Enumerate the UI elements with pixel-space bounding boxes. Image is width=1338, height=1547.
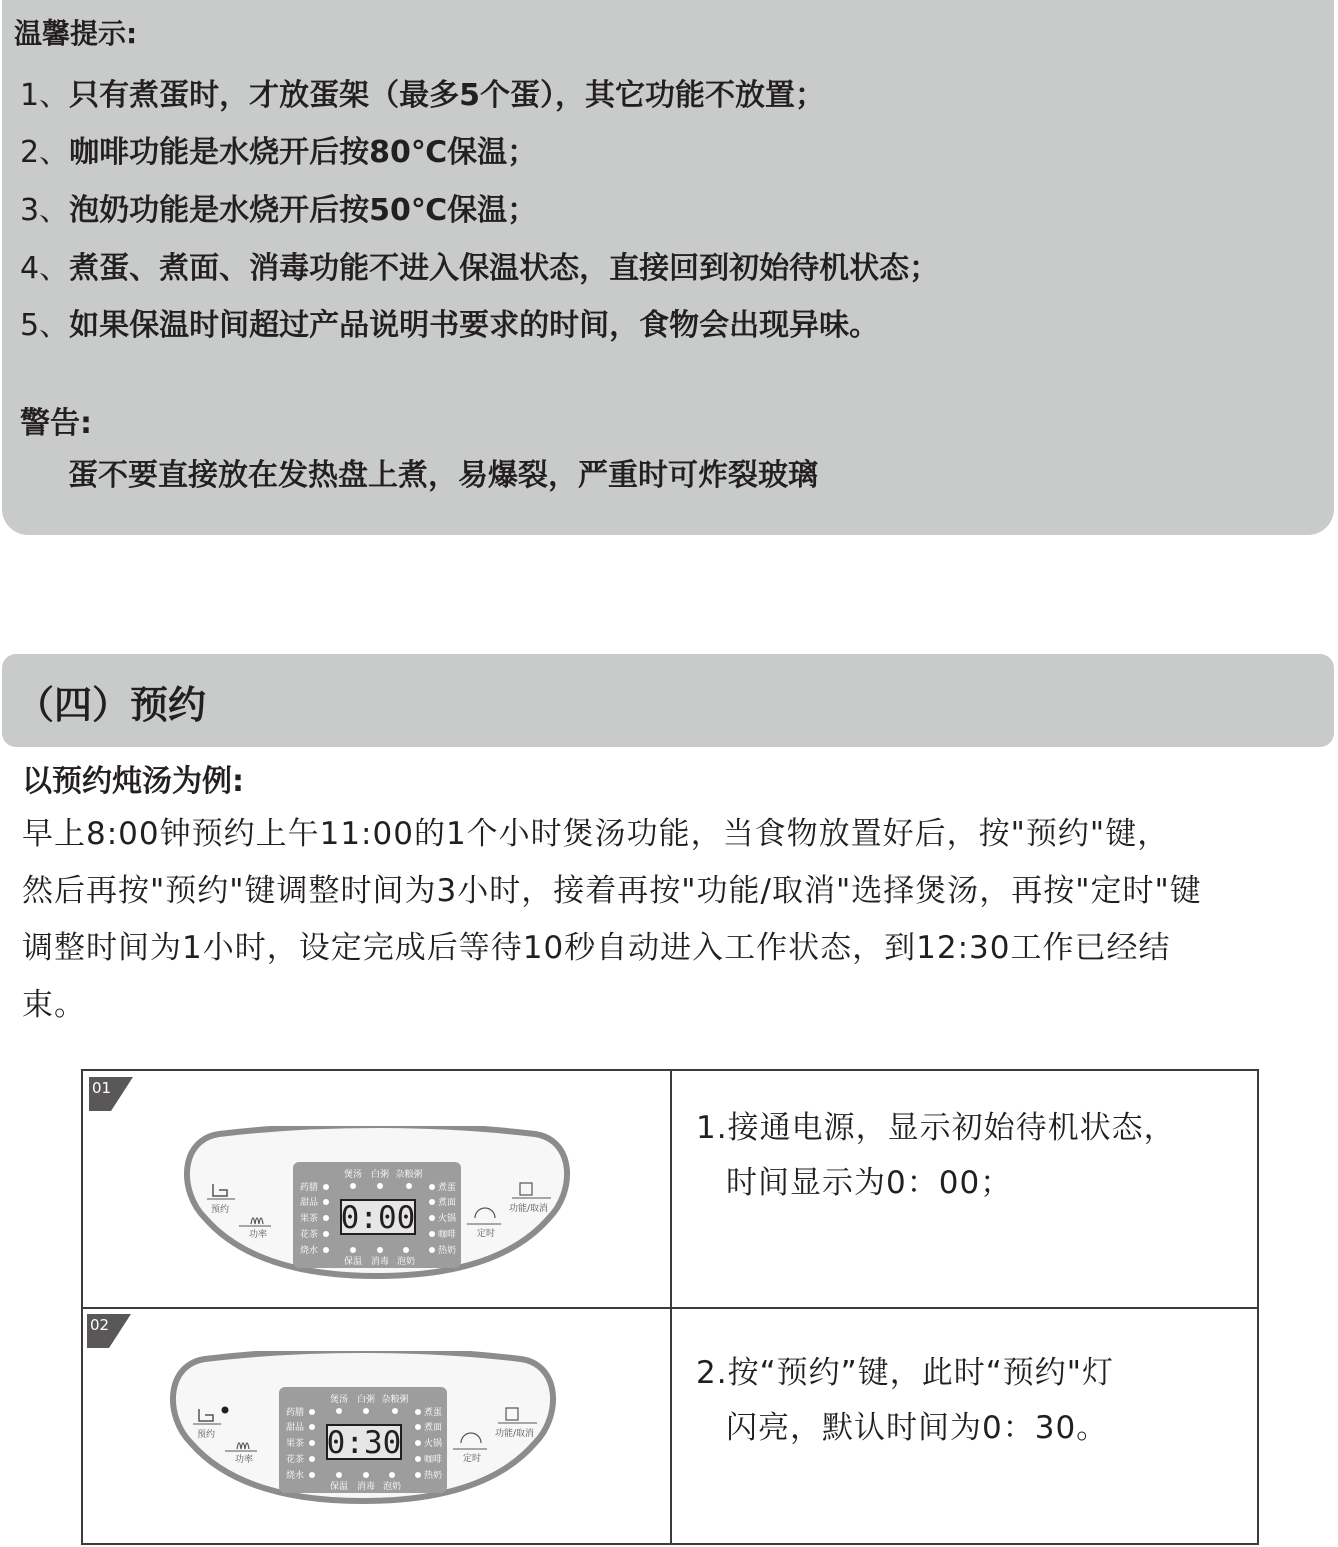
control-panel-1 <box>179 1126 575 1284</box>
step-text-2 <box>696 1346 1114 1456</box>
svg-text:药膳: 药膳 <box>286 1408 305 1418</box>
svg-text:预约: 预约 <box>211 1205 230 1215</box>
lcd-time: 0:00 <box>340 1200 416 1236</box>
section-title: （四）预约 <box>16 683 207 727</box>
svg-text:花茶: 花茶 <box>300 1230 319 1240</box>
svg-text:预约: 预约 <box>197 1430 216 1440</box>
step-line: 时间显示为0：00； <box>726 1165 1013 1201</box>
svg-text:煮蛋: 煮蛋 <box>424 1408 443 1418</box>
svg-text:甜品: 甜品 <box>300 1198 319 1208</box>
svg-text:功率: 功率 <box>235 1455 254 1465</box>
lcd-time: 0:30 <box>326 1425 402 1461</box>
svg-text:泡奶: 泡奶 <box>396 1257 416 1267</box>
bottom-labels <box>330 1480 401 1492</box>
step-text-1 <box>696 1101 1176 1211</box>
tip-item-3: 3、泡奶功能是水烧开后按50℃保温； <box>20 193 538 228</box>
svg-text:功能/取消: 功能/取消 <box>509 1204 549 1214</box>
warning-title: 警告: <box>20 406 92 441</box>
svg-text:煮面: 煮面 <box>424 1423 443 1433</box>
svg-text:热奶: 热奶 <box>424 1471 443 1481</box>
control-panel-2 <box>165 1351 561 1509</box>
svg-text:消毒: 消毒 <box>356 1482 376 1492</box>
svg-text:花茶: 花茶 <box>286 1455 305 1465</box>
bottom-labels <box>344 1255 415 1267</box>
table-divider-horizontal <box>83 1307 1257 1309</box>
paragraph-line: 调整时间为1小时，设定完成后等待10秒自动进入工作状态，到12:30工作已经结 <box>22 930 1171 966</box>
top-labels <box>344 1168 423 1180</box>
svg-text:煲汤: 煲汤 <box>343 1170 363 1180</box>
paragraph-line: 束。 <box>22 987 86 1023</box>
step-tag-02 <box>87 1314 131 1348</box>
example-title: 以预约炖汤为例: <box>22 764 244 799</box>
svg-text:白粥: 白粥 <box>370 1170 390 1180</box>
step-tag-01 <box>89 1077 133 1111</box>
svg-text:杂粮粥: 杂粮粥 <box>395 1170 423 1180</box>
svg-text:热奶: 热奶 <box>438 1246 457 1256</box>
svg-text:药膳: 药膳 <box>300 1183 319 1193</box>
svg-text:功率: 功率 <box>249 1230 268 1240</box>
svg-text:咖啡: 咖啡 <box>424 1455 443 1465</box>
svg-text:功能/取消: 功能/取消 <box>495 1429 535 1439</box>
svg-text:白粥: 白粥 <box>356 1395 376 1405</box>
step-tag-label: 01 <box>92 1079 112 1097</box>
step-tag-label: 02 <box>90 1316 110 1334</box>
svg-text:咖啡: 咖啡 <box>438 1230 457 1240</box>
warning-text: 蛋不要直接放在发热盘上煮，易爆裂，严重时可炸裂玻璃 <box>68 458 818 493</box>
svg-text:烧水: 烧水 <box>300 1246 319 1256</box>
top-labels <box>330 1393 409 1405</box>
tip-item-2: 2、咖啡功能是水烧开后按80℃保温； <box>20 135 538 170</box>
svg-text:保温: 保温 <box>343 1257 363 1267</box>
svg-text:果茶: 果茶 <box>300 1214 319 1224</box>
example-paragraph <box>22 806 1322 1034</box>
steps-table <box>81 1069 1259 1545</box>
svg-text:火锅: 火锅 <box>424 1439 443 1449</box>
svg-text:保温: 保温 <box>329 1482 349 1492</box>
svg-text:果茶: 果茶 <box>286 1439 305 1449</box>
svg-text:定时: 定时 <box>463 1454 482 1464</box>
tip-item-1: 1、只有煮蛋时，才放蛋架（最多5个蛋），其它功能不放置； <box>20 78 825 113</box>
tip-item-5: 5、如果保温时间超过产品说明书要求的时间，食物会出现异味。 <box>20 308 880 343</box>
svg-text:消毒: 消毒 <box>370 1257 390 1267</box>
tips-title: 温馨提示: <box>14 17 138 50</box>
svg-text:煮面: 煮面 <box>438 1198 457 1208</box>
svg-text:泡奶: 泡奶 <box>382 1482 402 1492</box>
svg-text:甜品: 甜品 <box>286 1423 305 1433</box>
tip-item-4: 4、煮蛋、煮面、消毒功能不进入保温状态，直接回到初始待机状态； <box>20 251 940 286</box>
svg-text:烧水: 烧水 <box>286 1471 305 1481</box>
step-line: 1.接通电源，显示初始待机状态， <box>696 1110 1176 1146</box>
step-line: 2.按“预约”键，此时“预约"灯 <box>696 1355 1115 1391</box>
svg-text:定时: 定时 <box>477 1229 496 1239</box>
reserve-indicator-lit <box>222 1407 229 1414</box>
svg-text:煮蛋: 煮蛋 <box>438 1183 457 1193</box>
svg-text:杂粮粥: 杂粮粥 <box>381 1395 409 1405</box>
svg-text:煲汤: 煲汤 <box>329 1395 349 1405</box>
step-line: 闪亮，默认时间为0：30。 <box>726 1410 1109 1446</box>
svg-text:火锅: 火锅 <box>438 1214 457 1224</box>
paragraph-line: 然后再按"预约"键调整时间为3小时，接着再按"功能/取消"选择煲汤，再按"定时"键 <box>22 873 1202 909</box>
paragraph-line: 早上8:00钟预约上午11:00的1个小时煲汤功能，当食物放置好后，按"预约"键， <box>22 816 1170 852</box>
